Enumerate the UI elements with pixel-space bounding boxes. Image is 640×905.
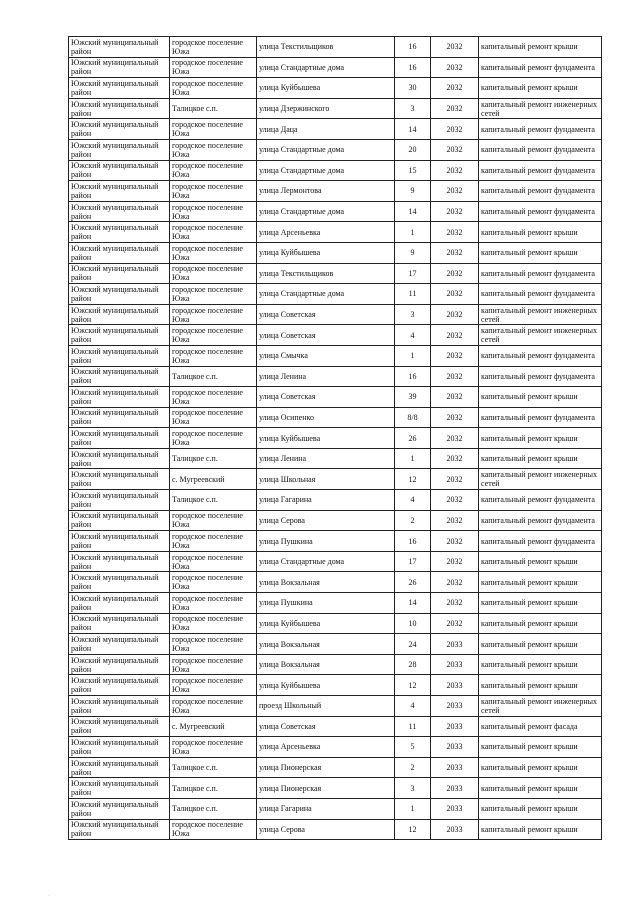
street-cell: улица Советская xyxy=(257,387,395,408)
table-row xyxy=(69,593,602,614)
street-cell: улица Текстильщиков xyxy=(257,37,395,58)
year-cell: 2032 xyxy=(431,119,479,140)
district-cell: Южский муниципальный район xyxy=(69,510,170,531)
work-type-cell: капитальный ремонт крыши xyxy=(479,613,602,634)
settlement-cell: Талицкое с.п. xyxy=(170,448,257,469)
street-cell: улица Стандартные дома xyxy=(257,139,395,160)
district-cell: Южский муниципальный район xyxy=(69,139,170,160)
settlement-cell: городское поселение Южа xyxy=(170,428,257,449)
work-type-cell: капитальный ремонт фундамента xyxy=(479,181,602,202)
settlement-cell: с. Мугреевский xyxy=(170,716,257,737)
work-type-cell: капитальный ремонт фундамента xyxy=(479,510,602,531)
settlement-cell: городское поселение Южа xyxy=(170,634,257,655)
work-type-cell: капитальный ремонт фундамента xyxy=(479,531,602,552)
street-cell: улица Серова xyxy=(257,510,395,531)
work-type-cell: капитальный ремонт инженерных сетей xyxy=(479,469,602,490)
house-number-cell: 1 xyxy=(395,345,431,366)
work-type-cell: капитальный ремонт инженерных сетей xyxy=(479,304,602,325)
district-cell: Южский муниципальный район xyxy=(69,201,170,222)
table-row xyxy=(69,448,602,469)
street-cell: проезд Школьный xyxy=(257,696,395,717)
year-cell: 2032 xyxy=(431,572,479,593)
house-number-cell: 12 xyxy=(395,675,431,696)
street-cell: улица Советская xyxy=(257,716,395,737)
table-row xyxy=(69,325,602,346)
settlement-cell: городское поселение Южа xyxy=(170,37,257,58)
house-number-cell: 3 xyxy=(395,778,431,799)
house-number-cell: 30 xyxy=(395,78,431,99)
work-type-cell: капитальный ремонт крыши xyxy=(479,593,602,614)
district-cell: Южский муниципальный район xyxy=(69,284,170,305)
district-cell: Южский муниципальный район xyxy=(69,160,170,181)
district-cell: Южский муниципальный район xyxy=(69,407,170,428)
house-number-cell: 17 xyxy=(395,551,431,572)
house-number-cell: 5 xyxy=(395,737,431,758)
table-row xyxy=(69,98,602,119)
table-row xyxy=(69,675,602,696)
work-type-cell: капитальный ремонт фундамента xyxy=(479,366,602,387)
street-cell: улица Куйбышева xyxy=(257,675,395,696)
work-type-cell: капитальный ремонт фундамента xyxy=(479,139,602,160)
work-type-cell: капитальный ремонт крыши xyxy=(479,798,602,819)
street-cell: улица Стандартные дома xyxy=(257,57,395,78)
table-row xyxy=(69,57,602,78)
street-cell: улица Школьная xyxy=(257,469,395,490)
table-row xyxy=(69,531,602,552)
table-row xyxy=(69,428,602,449)
street-cell: улица Стандартные дома xyxy=(257,160,395,181)
settlement-cell: Талицкое с.п. xyxy=(170,798,257,819)
settlement-cell: городское поселение Южа xyxy=(170,57,257,78)
district-cell: Южский муниципальный район xyxy=(69,778,170,799)
settlement-cell: городское поселение Южа xyxy=(170,407,257,428)
district-cell: Южский муниципальный район xyxy=(69,345,170,366)
year-cell: 2032 xyxy=(431,469,479,490)
street-cell: улица Стандартные дома xyxy=(257,284,395,305)
work-type-cell: капитальный ремонт крыши xyxy=(479,634,602,655)
street-cell: улица Куйбышева xyxy=(257,242,395,263)
year-cell: 2032 xyxy=(431,345,479,366)
district-cell: Южский муниципальный район xyxy=(69,654,170,675)
year-cell: 2032 xyxy=(431,593,479,614)
house-number-cell: 16 xyxy=(395,57,431,78)
repair-schedule-table xyxy=(68,36,602,840)
settlement-cell: Талицкое с.п. xyxy=(170,98,257,119)
house-number-cell: 9 xyxy=(395,181,431,202)
house-number-cell: 9 xyxy=(395,242,431,263)
year-cell: 2033 xyxy=(431,696,479,717)
settlement-cell: городское поселение Южа xyxy=(170,78,257,99)
street-cell: улица Гагарина xyxy=(257,798,395,819)
settlement-cell: городское поселение Южа xyxy=(170,304,257,325)
settlement-cell: городское поселение Южа xyxy=(170,387,257,408)
work-type-cell: капитальный ремонт инженерных сетей xyxy=(479,696,602,717)
street-cell: улица Ленина xyxy=(257,448,395,469)
table-row xyxy=(69,778,602,799)
house-number-cell: 1 xyxy=(395,798,431,819)
work-type-cell: капитальный ремонт крыши xyxy=(479,222,602,243)
settlement-cell: городское поселение Южа xyxy=(170,345,257,366)
street-cell: улица Стандартные дома xyxy=(257,551,395,572)
work-type-cell: капитальный ремонт фундамента xyxy=(479,160,602,181)
house-number-cell: 4 xyxy=(395,490,431,511)
house-number-cell: 8/8 xyxy=(395,407,431,428)
house-number-cell: 1 xyxy=(395,222,431,243)
district-cell: Южский муниципальный район xyxy=(69,634,170,655)
street-cell: улица Пионерская xyxy=(257,778,395,799)
year-cell: 2033 xyxy=(431,757,479,778)
settlement-cell: Талицкое с.п. xyxy=(170,757,257,778)
year-cell: 2032 xyxy=(431,448,479,469)
house-number-cell: 4 xyxy=(395,325,431,346)
page-corner-mark: · xyxy=(48,893,50,899)
work-type-cell: капитальный ремонт фундамента xyxy=(479,407,602,428)
table-row xyxy=(69,181,602,202)
work-type-cell: капитальный ремонт фасада xyxy=(479,716,602,737)
settlement-cell: городское поселение Южа xyxy=(170,696,257,717)
street-cell: улица Арсеньевка xyxy=(257,222,395,243)
table-row xyxy=(69,78,602,99)
table-row xyxy=(69,572,602,593)
table-row xyxy=(69,119,602,140)
year-cell: 2033 xyxy=(431,675,479,696)
district-cell: Южский муниципальный район xyxy=(69,696,170,717)
district-cell: Южский муниципальный район xyxy=(69,119,170,140)
settlement-cell: с. Мугреевский xyxy=(170,469,257,490)
settlement-cell: городское поселение Южа xyxy=(170,181,257,202)
house-number-cell: 24 xyxy=(395,634,431,655)
district-cell: Южский муниципальный район xyxy=(69,428,170,449)
house-number-cell: 12 xyxy=(395,469,431,490)
year-cell: 2032 xyxy=(431,428,479,449)
settlement-cell: городское поселение Южа xyxy=(170,263,257,284)
settlement-cell: Талицкое с.п. xyxy=(170,366,257,387)
house-number-cell: 16 xyxy=(395,37,431,58)
settlement-cell: городское поселение Южа xyxy=(170,139,257,160)
settlement-cell: городское поселение Южа xyxy=(170,819,257,840)
year-cell: 2032 xyxy=(431,263,479,284)
settlement-cell: Талицкое с.п. xyxy=(170,490,257,511)
street-cell: улица Серова xyxy=(257,819,395,840)
district-cell: Южский муниципальный район xyxy=(69,531,170,552)
year-cell: 2032 xyxy=(431,201,479,222)
settlement-cell: городское поселение Южа xyxy=(170,613,257,634)
work-type-cell: капитальный ремонт крыши xyxy=(479,78,602,99)
street-cell: улица Вокзальная xyxy=(257,634,395,655)
year-cell: 2033 xyxy=(431,798,479,819)
district-cell: Южский муниципальный район xyxy=(69,798,170,819)
table-row xyxy=(69,654,602,675)
district-cell: Южский муниципальный район xyxy=(69,675,170,696)
year-cell: 2032 xyxy=(431,387,479,408)
work-type-cell: капитальный ремонт крыши xyxy=(479,448,602,469)
house-number-cell: 14 xyxy=(395,201,431,222)
district-cell: Южский муниципальный район xyxy=(69,304,170,325)
table-row xyxy=(69,304,602,325)
house-number-cell: 16 xyxy=(395,366,431,387)
year-cell: 2032 xyxy=(431,510,479,531)
year-cell: 2032 xyxy=(431,366,479,387)
year-cell: 2033 xyxy=(431,716,479,737)
settlement-cell: городское поселение Южа xyxy=(170,284,257,305)
work-type-cell: капитальный ремонт крыши xyxy=(479,387,602,408)
work-type-cell: капитальный ремонт фундамента xyxy=(479,57,602,78)
house-number-cell: 2 xyxy=(395,757,431,778)
street-cell: улица Смычка xyxy=(257,345,395,366)
house-number-cell: 3 xyxy=(395,304,431,325)
year-cell: 2032 xyxy=(431,181,479,202)
year-cell: 2032 xyxy=(431,222,479,243)
year-cell: 2032 xyxy=(431,57,479,78)
house-number-cell: 28 xyxy=(395,654,431,675)
district-cell: Южский муниципальный район xyxy=(69,325,170,346)
house-number-cell: 26 xyxy=(395,572,431,593)
work-type-cell: капитальный ремонт фундамента xyxy=(479,345,602,366)
district-cell: Южский муниципальный район xyxy=(69,181,170,202)
street-cell: улица Даца xyxy=(257,119,395,140)
street-cell: улица Вокзальная xyxy=(257,654,395,675)
work-type-cell: капитальный ремонт крыши xyxy=(479,778,602,799)
work-type-cell: капитальный ремонт крыши xyxy=(479,654,602,675)
district-cell: Южский муниципальный район xyxy=(69,613,170,634)
house-number-cell: 2 xyxy=(395,510,431,531)
table-row xyxy=(69,469,602,490)
year-cell: 2032 xyxy=(431,284,479,305)
street-cell: улица Дзержинского xyxy=(257,98,395,119)
settlement-cell: городское поселение Южа xyxy=(170,531,257,552)
work-type-cell: капитальный ремонт крыши xyxy=(479,675,602,696)
house-number-cell: 12 xyxy=(395,819,431,840)
year-cell: 2032 xyxy=(431,407,479,428)
district-cell: Южский муниципальный район xyxy=(69,716,170,737)
year-cell: 2032 xyxy=(431,37,479,58)
year-cell: 2032 xyxy=(431,531,479,552)
table-row xyxy=(69,737,602,758)
district-cell: Южский муниципальный район xyxy=(69,98,170,119)
district-cell: Южский муниципальный район xyxy=(69,57,170,78)
house-number-cell: 17 xyxy=(395,263,431,284)
work-type-cell: капитальный ремонт крыши xyxy=(479,757,602,778)
district-cell: Южский муниципальный район xyxy=(69,819,170,840)
settlement-cell: городское поселение Южа xyxy=(170,593,257,614)
house-number-cell: 1 xyxy=(395,448,431,469)
table-row xyxy=(69,263,602,284)
table-body xyxy=(69,37,602,840)
settlement-cell: городское поселение Южа xyxy=(170,737,257,758)
settlement-cell: городское поселение Южа xyxy=(170,510,257,531)
year-cell: 2032 xyxy=(431,98,479,119)
table-row xyxy=(69,366,602,387)
table-row xyxy=(69,407,602,428)
house-number-cell: 11 xyxy=(395,716,431,737)
table-row xyxy=(69,757,602,778)
table-row xyxy=(69,201,602,222)
work-type-cell: капитальный ремонт крыши xyxy=(479,572,602,593)
district-cell: Южский муниципальный район xyxy=(69,448,170,469)
street-cell: улица Гагарина xyxy=(257,490,395,511)
year-cell: 2032 xyxy=(431,613,479,634)
house-number-cell: 26 xyxy=(395,428,431,449)
work-type-cell: капитальный ремонт инженерных сетей xyxy=(479,98,602,119)
work-type-cell: капитальный ремонт крыши xyxy=(479,551,602,572)
street-cell: улица Текстильщиков xyxy=(257,263,395,284)
table-row xyxy=(69,696,602,717)
table-row xyxy=(69,613,602,634)
table-row xyxy=(69,345,602,366)
district-cell: Южский муниципальный район xyxy=(69,387,170,408)
street-cell: улица Арсеньевка xyxy=(257,737,395,758)
district-cell: Южский муниципальный район xyxy=(69,263,170,284)
district-cell: Южский муниципальный район xyxy=(69,572,170,593)
year-cell: 2033 xyxy=(431,737,479,758)
house-number-cell: 11 xyxy=(395,284,431,305)
street-cell: улица Куйбышева xyxy=(257,613,395,634)
work-type-cell: капитальный ремонт крыши xyxy=(479,819,602,840)
year-cell: 2033 xyxy=(431,778,479,799)
settlement-cell: городское поселение Южа xyxy=(170,675,257,696)
settlement-cell: городское поселение Южа xyxy=(170,222,257,243)
street-cell: улица Лермонтова xyxy=(257,181,395,202)
work-type-cell: капитальный ремонт крыши xyxy=(479,737,602,758)
street-cell: улица Стандартные дома xyxy=(257,201,395,222)
table-row xyxy=(69,160,602,181)
work-type-cell: капитальный ремонт фундамента xyxy=(479,284,602,305)
district-cell: Южский муниципальный район xyxy=(69,366,170,387)
district-cell: Южский муниципальный район xyxy=(69,37,170,58)
table-row xyxy=(69,37,602,58)
table-row xyxy=(69,490,602,511)
table-row xyxy=(69,716,602,737)
district-cell: Южский муниципальный район xyxy=(69,757,170,778)
table-row xyxy=(69,798,602,819)
district-cell: Южский муниципальный район xyxy=(69,469,170,490)
table-row xyxy=(69,284,602,305)
district-cell: Южский муниципальный район xyxy=(69,737,170,758)
table-row xyxy=(69,819,602,840)
year-cell: 2032 xyxy=(431,78,479,99)
table-row xyxy=(69,510,602,531)
street-cell: улица Пушкина xyxy=(257,531,395,552)
street-cell: улица Осипенко xyxy=(257,407,395,428)
house-number-cell: 10 xyxy=(395,613,431,634)
street-cell: улица Куйбышева xyxy=(257,428,395,449)
year-cell: 2032 xyxy=(431,160,479,181)
settlement-cell: городское поселение Южа xyxy=(170,160,257,181)
work-type-cell: капитальный ремонт фундамента xyxy=(479,263,602,284)
district-cell: Южский муниципальный район xyxy=(69,222,170,243)
year-cell: 2032 xyxy=(431,304,479,325)
settlement-cell: городское поселение Южа xyxy=(170,654,257,675)
work-type-cell: капитальный ремонт фундамента xyxy=(479,490,602,511)
street-cell: улица Советская xyxy=(257,325,395,346)
table-row xyxy=(69,139,602,160)
street-cell: улица Советская xyxy=(257,304,395,325)
settlement-cell: городское поселение Южа xyxy=(170,201,257,222)
street-cell: улица Вокзальная xyxy=(257,572,395,593)
year-cell: 2032 xyxy=(431,551,479,572)
settlement-cell: городское поселение Южа xyxy=(170,551,257,572)
year-cell: 2032 xyxy=(431,242,479,263)
settlement-cell: Талицкое с.п. xyxy=(170,778,257,799)
work-type-cell: капитальный ремонт фундамента xyxy=(479,119,602,140)
settlement-cell: городское поселение Южа xyxy=(170,242,257,263)
house-number-cell: 4 xyxy=(395,696,431,717)
street-cell: улица Пионерская xyxy=(257,757,395,778)
district-cell: Южский муниципальный район xyxy=(69,551,170,572)
district-cell: Южский муниципальный район xyxy=(69,242,170,263)
settlement-cell: городское поселение Южа xyxy=(170,572,257,593)
work-type-cell: капитальный ремонт инженерных сетей xyxy=(479,325,602,346)
settlement-cell: городское поселение Южа xyxy=(170,119,257,140)
year-cell: 2033 xyxy=(431,819,479,840)
house-number-cell: 3 xyxy=(395,98,431,119)
year-cell: 2032 xyxy=(431,139,479,160)
street-cell: улица Пушкина xyxy=(257,593,395,614)
year-cell: 2032 xyxy=(431,490,479,511)
house-number-cell: 14 xyxy=(395,593,431,614)
work-type-cell: капитальный ремонт фундамента xyxy=(479,201,602,222)
house-number-cell: 20 xyxy=(395,139,431,160)
house-number-cell: 15 xyxy=(395,160,431,181)
year-cell: 2033 xyxy=(431,634,479,655)
table-row xyxy=(69,222,602,243)
street-cell: улица Куйбышева xyxy=(257,78,395,99)
district-cell: Южский муниципальный район xyxy=(69,593,170,614)
table-row xyxy=(69,387,602,408)
year-cell: 2033 xyxy=(431,654,479,675)
house-number-cell: 39 xyxy=(395,387,431,408)
work-type-cell: капитальный ремонт крыши xyxy=(479,428,602,449)
settlement-cell: городское поселение Южа xyxy=(170,325,257,346)
table-row xyxy=(69,551,602,572)
table-row xyxy=(69,634,602,655)
district-cell: Южский муниципальный район xyxy=(69,78,170,99)
work-type-cell: капитальный ремонт крыши xyxy=(479,242,602,263)
work-type-cell: капитальный ремонт крыши xyxy=(479,37,602,58)
street-cell: улица Ленина xyxy=(257,366,395,387)
year-cell: 2032 xyxy=(431,325,479,346)
district-cell: Южский муниципальный район xyxy=(69,490,170,511)
table-row xyxy=(69,242,602,263)
house-number-cell: 16 xyxy=(395,531,431,552)
house-number-cell: 14 xyxy=(395,119,431,140)
